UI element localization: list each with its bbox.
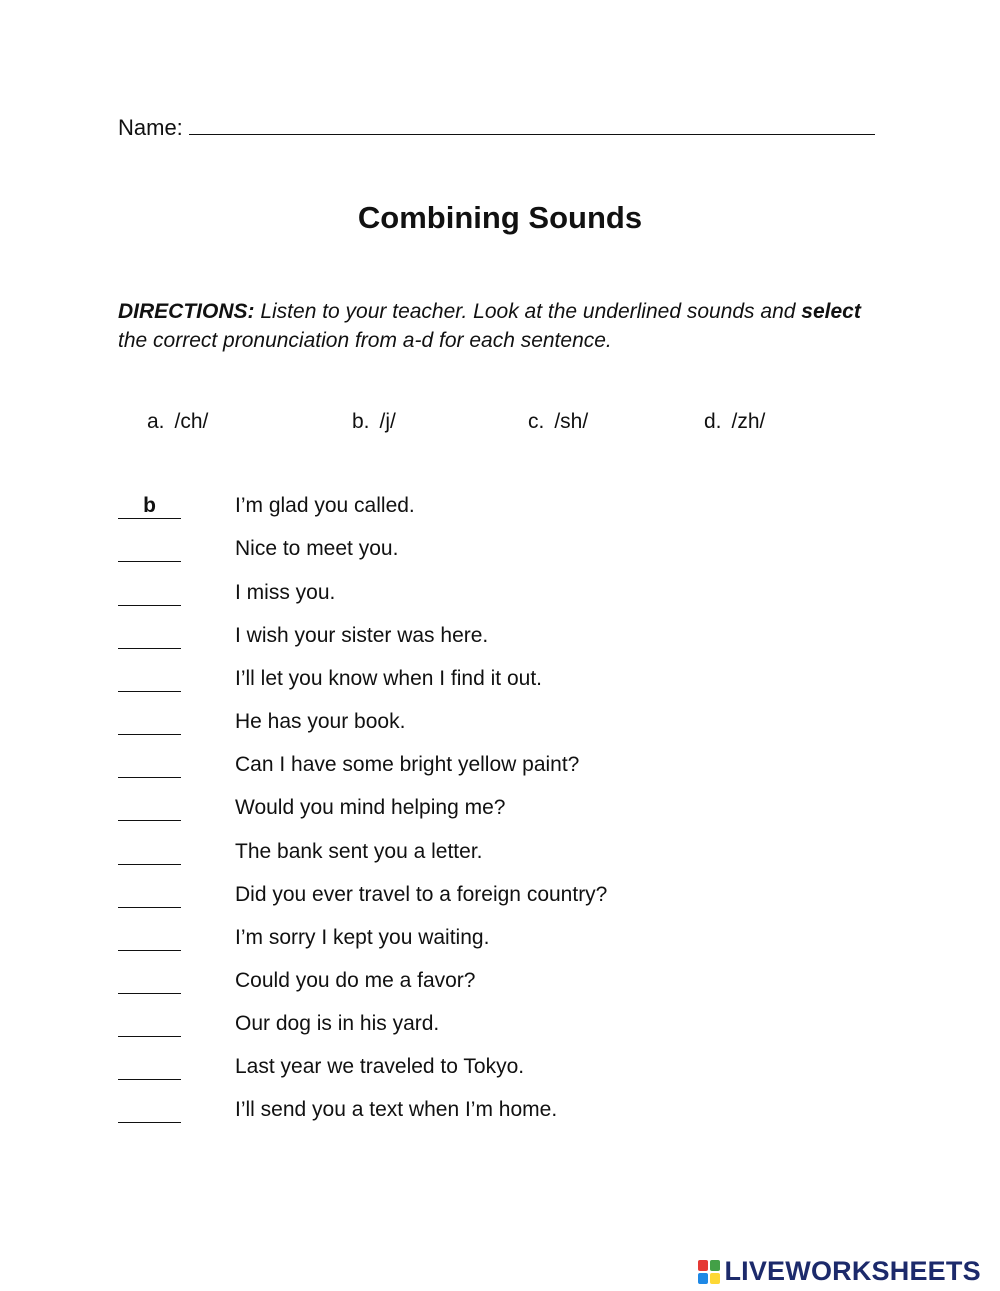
option-letter: d. (704, 410, 722, 433)
answer-blank[interactable] (118, 926, 181, 951)
question-sentence: Could you do me a favor? (235, 969, 476, 992)
question-sentence: I’ll send you a text when I’m home. (235, 1098, 558, 1121)
question-sentence: Our dog is in his yard. (235, 1012, 440, 1035)
answer-blank[interactable] (118, 796, 181, 821)
answer-blank[interactable]: b (118, 494, 181, 519)
option-sound: /j/ (379, 410, 396, 433)
answer-blank[interactable] (118, 1055, 181, 1080)
question-sentence: Nice to meet you. (235, 537, 399, 560)
answer-blank[interactable] (118, 624, 181, 649)
option-b (352, 410, 396, 434)
question-sentence: I miss you. (235, 581, 336, 604)
directions-label: DIRECTIONS: (118, 300, 255, 323)
question-sentence: Would you mind helping me? (235, 796, 506, 819)
name-field-row (118, 115, 875, 141)
answer-blank[interactable] (118, 581, 181, 606)
liveworksheets-logo[interactable] (698, 1256, 981, 1284)
answer-blank[interactable] (118, 710, 181, 735)
question-sentence: Did you ever travel to a foreign country? (235, 883, 608, 906)
logo-block-blue (698, 1273, 708, 1284)
answer-blank[interactable] (118, 969, 181, 994)
option-letter: a. (147, 410, 165, 433)
option-a (147, 410, 208, 434)
question-sentence: Last year we traveled to Tokyo. (235, 1055, 525, 1078)
answer-blank[interactable] (118, 883, 181, 908)
name-input-line[interactable] (189, 116, 875, 135)
question-sentence: I’m sorry I kept you waiting. (235, 926, 490, 949)
question-sentence: The bank sent you a letter. (235, 840, 483, 863)
directions-select-word: select (801, 300, 861, 323)
option-letter: c. (528, 410, 545, 433)
liveworksheets-logo-text: LIVEWORKSHEETS (724, 1256, 981, 1286)
option-sound: /sh/ (554, 410, 589, 433)
question-sentence: I’m glad you called. (235, 494, 415, 517)
question-sentence: I wish your sister was here. (235, 624, 489, 647)
answer-blank[interactable] (118, 840, 181, 865)
logo-block-red (698, 1260, 708, 1271)
answer-blank[interactable] (118, 1012, 181, 1037)
option-d (704, 410, 765, 434)
name-label: Name: (118, 115, 183, 140)
option-c (528, 410, 588, 434)
answer-blank[interactable] (118, 753, 181, 778)
answer-blank[interactable] (118, 537, 181, 562)
question-sentence: I’ll let you know when I find it out. (235, 667, 542, 690)
page-title: Combining Sounds (357, 200, 643, 235)
directions-text-1: Listen to your teacher. Look at the underlined sounds and (254, 300, 796, 323)
logo-block-green (710, 1260, 720, 1271)
question-sentence: Can I have some bright yellow paint? (235, 753, 580, 776)
logo-block-yellow (710, 1273, 720, 1284)
option-sound: /zh/ (731, 410, 766, 433)
answer-blank[interactable] (118, 667, 181, 692)
liveworksheets-logo-icon (698, 1260, 720, 1284)
option-sound: /ch/ (174, 410, 209, 433)
directions-text-2: the correct pronunciation from a-d for each sentence. (118, 329, 612, 352)
option-letter: b. (352, 410, 370, 433)
question-sentence: He has your book. (235, 710, 406, 733)
directions (118, 297, 888, 355)
answer-blank[interactable] (118, 1098, 181, 1123)
